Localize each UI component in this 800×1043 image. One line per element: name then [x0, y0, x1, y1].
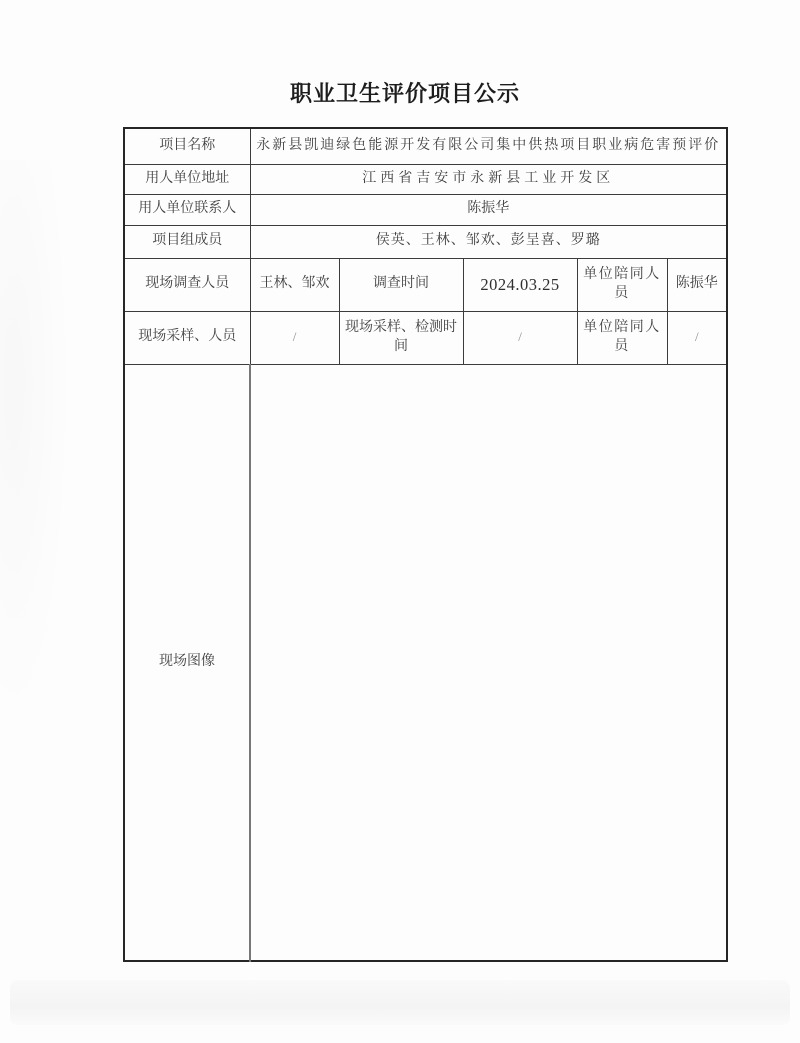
- row-site-images: [124, 364, 727, 961]
- row-employer-contact: [124, 194, 727, 225]
- site-sampling-label: 现场采样、人员: [124, 311, 250, 364]
- survey-time-label: 调查时间: [339, 258, 463, 311]
- document-title: 职业卫生评价项目公示: [289, 81, 520, 106]
- row-project-team: [124, 225, 727, 258]
- row-employer-address: [124, 164, 727, 194]
- sampling-escort-label: 单位陪同人员: [577, 311, 667, 364]
- survey-time-value: 2024.03.25: [463, 258, 577, 311]
- sampling-time-label: 现场采样、检测时间: [339, 311, 463, 364]
- project-name-label: 项目名称: [124, 128, 250, 164]
- site-images-label: 现场图像: [124, 364, 250, 961]
- sampling-time-value: /: [463, 311, 577, 364]
- employer-contact-label: 用人单位联系人: [124, 194, 250, 225]
- employer-contact-value: 陈振华: [250, 194, 727, 225]
- row-project-name: [124, 128, 727, 164]
- employer-address-label: 用人单位地址: [124, 164, 250, 194]
- employer-address-value: 江西省吉安市永新县工业开发区: [250, 164, 727, 194]
- site-sampling-personnel: /: [250, 311, 339, 364]
- project-team-label: 项目组成员: [124, 225, 250, 258]
- sampling-escort-value: /: [667, 311, 727, 364]
- survey-escort-value: 陈振华: [667, 258, 727, 311]
- site-images-cell: [250, 364, 727, 961]
- row-site-sampling: [124, 311, 727, 364]
- row-site-survey: [124, 258, 727, 311]
- survey-escort-label: 单位陪同人员: [577, 258, 667, 311]
- scan-artifact-bottom: [10, 980, 790, 1025]
- project-team-value: 侯英、王林、邹欢、彭呈喜、罗璐: [250, 225, 727, 258]
- project-name-value: 永新县凯迪绿色能源开发有限公司集中供热项目职业病危害预评价: [250, 128, 727, 164]
- site-survey-personnel: 王林、邹欢: [250, 258, 339, 311]
- site-survey-label: 现场调查人员: [124, 258, 250, 311]
- scan-artifact-left: [0, 160, 70, 720]
- publicity-table: [123, 127, 728, 962]
